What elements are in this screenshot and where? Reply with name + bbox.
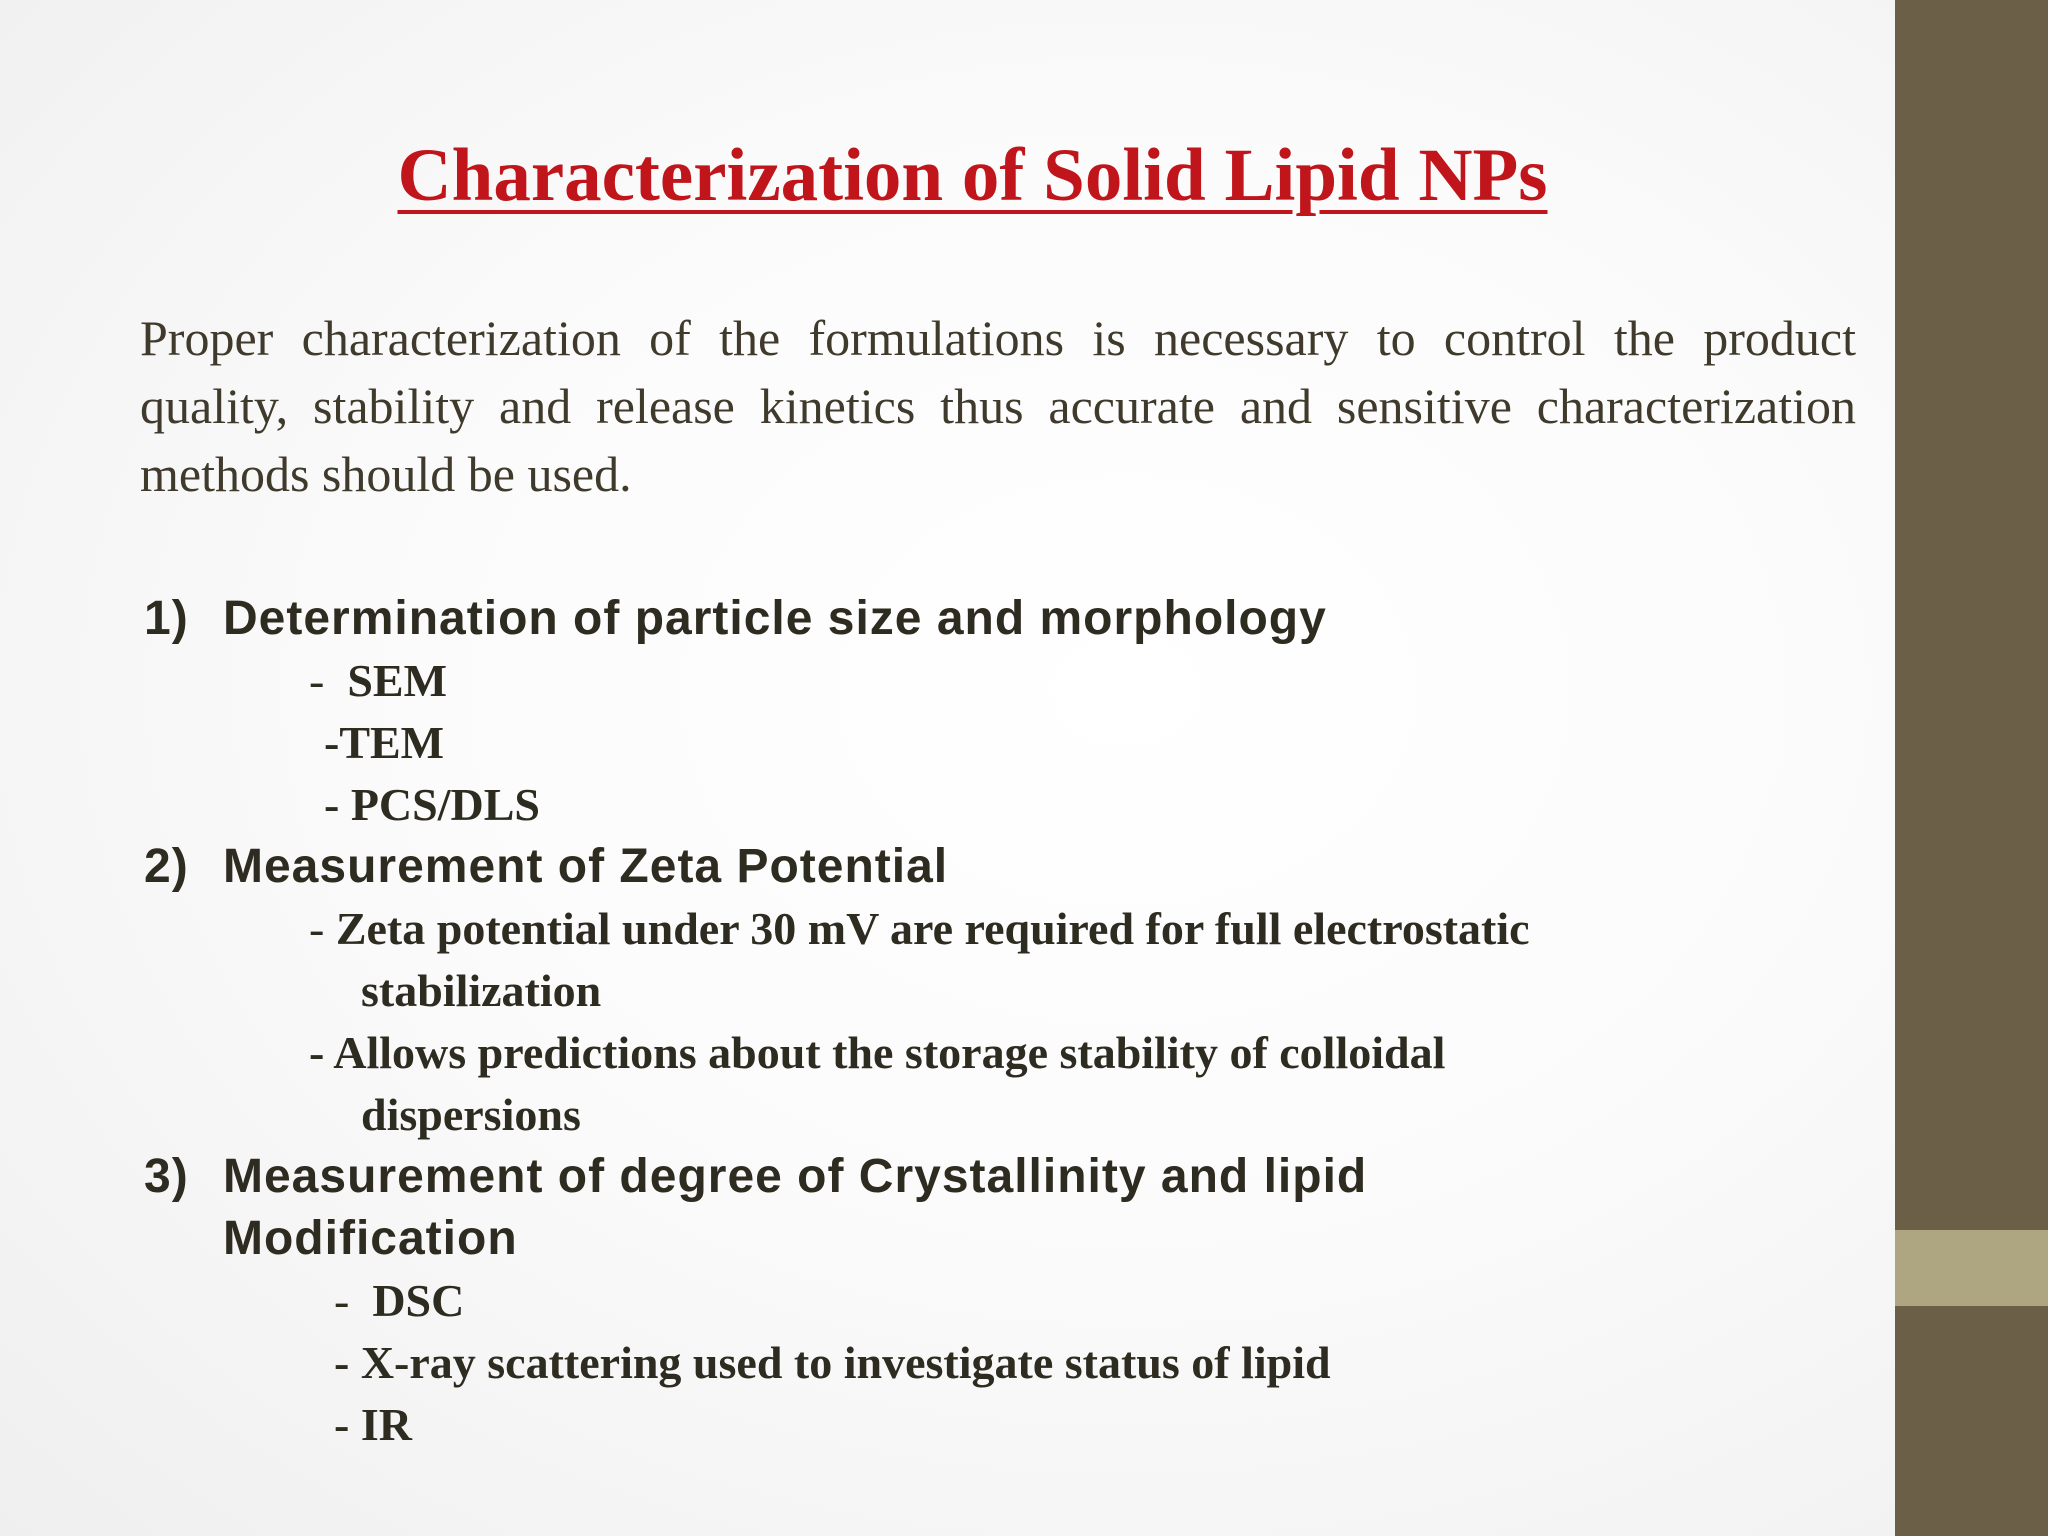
section-3-item-xray xyxy=(144,1332,1844,1394)
item-text: Zeta potential under 30 mV are required for full electrostatic xyxy=(335,903,1530,954)
item-text: - Allows predictions about the storage stability of colloidal xyxy=(309,1027,1446,1078)
item-text-continued: dispersions xyxy=(361,1089,581,1140)
section-1-number: 1) xyxy=(144,592,189,645)
section-2-item-predictions xyxy=(144,1022,1844,1084)
decorative-sidebar xyxy=(1895,0,2048,1536)
section-3-item-dsc xyxy=(144,1270,1844,1332)
section-2-heading xyxy=(144,836,1844,898)
section-1-item-pcs-dls xyxy=(144,774,1844,836)
item-text: DSC xyxy=(372,1275,465,1326)
section-3-item-ir xyxy=(144,1394,1844,1456)
item-text-continued: stabilization xyxy=(361,965,602,1016)
item-text: SEM xyxy=(347,655,448,706)
section-1-item-sem xyxy=(144,650,1844,712)
section-3-number: 3) xyxy=(144,1150,189,1203)
item-text: - X-ray scattering used to investigate status of lipid xyxy=(334,1337,1331,1388)
dash-marker: - xyxy=(309,655,348,706)
dash-marker: - xyxy=(309,903,336,954)
characterization-list xyxy=(144,588,1844,1456)
section-2-item-zeta-cont xyxy=(144,960,1844,1022)
section-2-number: 2) xyxy=(144,840,189,893)
item-text: -TEM xyxy=(324,717,445,768)
section-2-title: Measurement of Zeta Potential xyxy=(223,840,949,893)
section-3-title-line2: Modification xyxy=(223,1212,518,1265)
section-2-item-predictions-cont xyxy=(144,1084,1844,1146)
slide-title: Characterization of Solid Lipid NPs xyxy=(397,134,1548,217)
intro-paragraph: Proper characterization of the formulations is necessary to control the product quality, stability and release kinetics thus accurate and sensitive characterization methods should be used. xyxy=(140,310,1856,502)
item-text: - IR xyxy=(334,1399,412,1450)
section-1-item-tem xyxy=(144,712,1844,774)
section-3-heading xyxy=(144,1146,1844,1270)
item-text: - PCS/DLS xyxy=(324,779,540,830)
sidebar-accent-band xyxy=(1895,1230,2048,1306)
section-3-title-line1: Measurement of degree of Crystallinity and lipid xyxy=(223,1150,1368,1203)
dash-marker: - xyxy=(334,1275,373,1326)
section-1-title: Determination of particle size and morphology xyxy=(223,592,1327,645)
section-2-item-zeta xyxy=(144,898,1844,960)
section-1-heading xyxy=(144,588,1844,650)
